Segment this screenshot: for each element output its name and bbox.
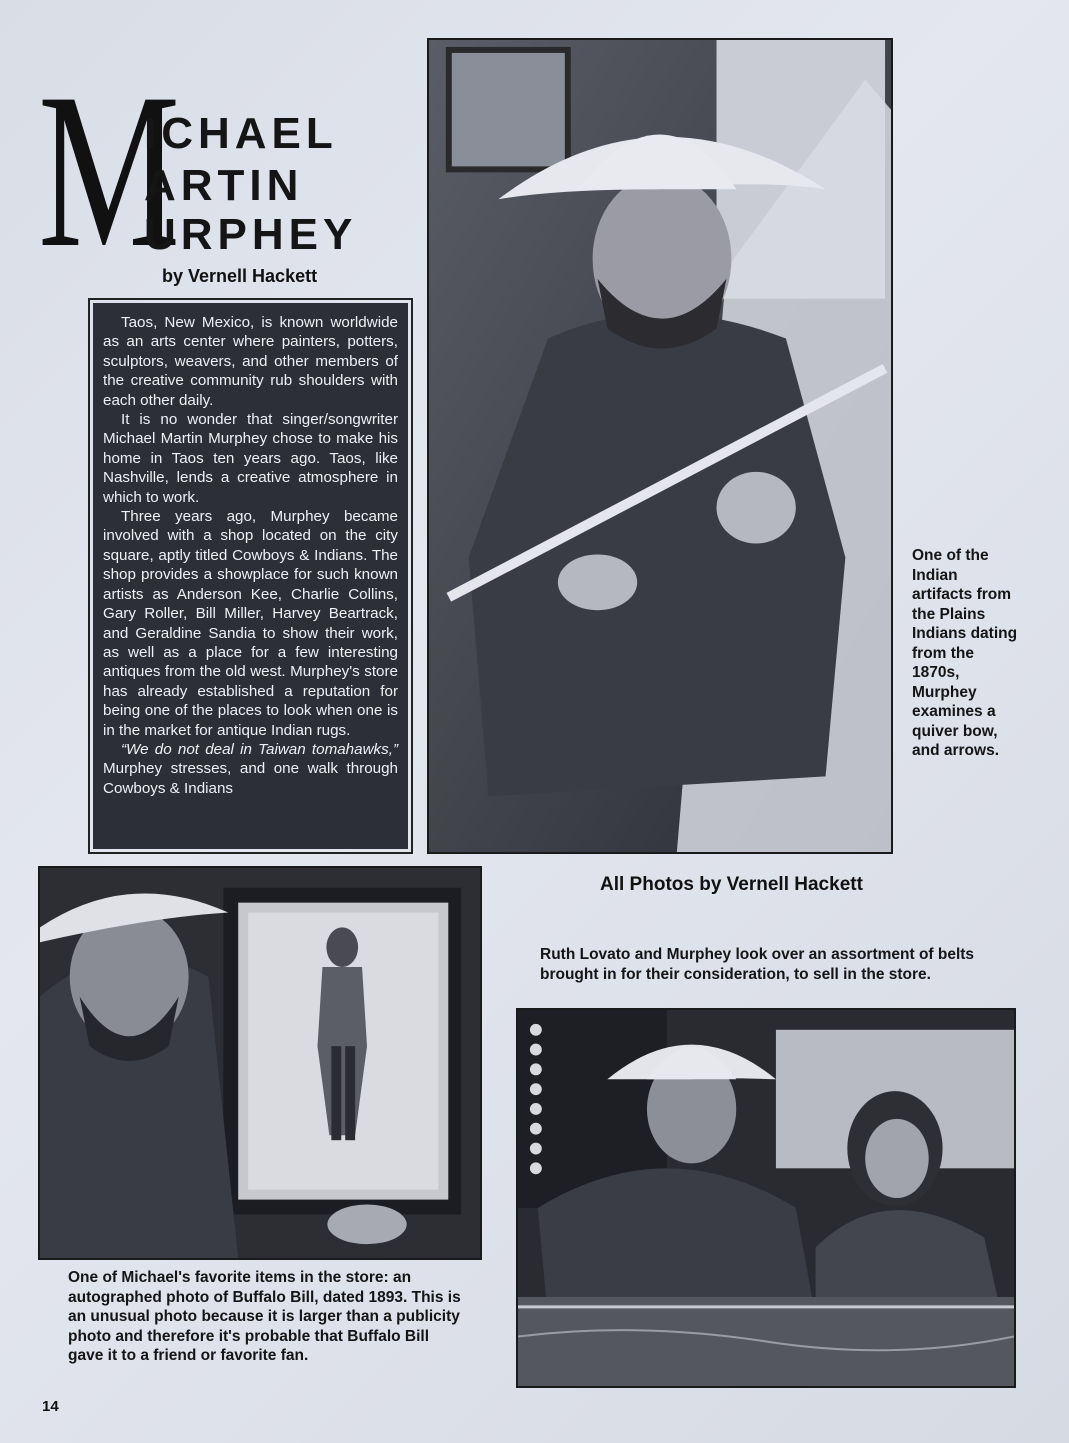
article-paragraph-2: It is no wonder that singer/songwriter Michael Martin Murphey chose to make his home in Taos ten years ago. Taos, like Nashville, lends a creative atmosphere in which to work. <box>103 411 398 506</box>
title-line-1: ICHAEL <box>144 109 338 158</box>
article-quote: “We do not deal in Taiwan tomahawks,” <box>121 740 398 758</box>
photo-murphey-quiver <box>427 38 893 854</box>
page-number: 14 <box>42 1398 59 1415</box>
photo-credit: All Photos by Vernell Hackett <box>600 874 863 895</box>
article-body <box>93 303 408 849</box>
title-initial: M <box>38 48 181 294</box>
photo-murphey-quiver-image <box>429 40 891 852</box>
title-line-3: URPHEY <box>144 210 358 259</box>
article-paragraph-4 <box>103 740 398 798</box>
caption-photo-2: One of Michael's favorite items in the store: an autographed photo of Buffalo Bill, dated 1893. This is an unusual photo because it is larger than a publicity photo and therefore it's probable that Buffalo Bill gave it to a friend or favorite fan. <box>68 1269 461 1364</box>
photo-ruth-lovato-murphey <box>516 1008 1016 1388</box>
photo-buffalo-bill-image <box>40 868 480 1258</box>
photo-buffalo-bill <box>38 866 482 1260</box>
byline: by Vernell Hackett <box>162 266 318 286</box>
article-paragraph-1: Taos, New Mexico, is known worldwide as an arts center where painters, potters, sculptors, weavers, and other members of the creative community rub shoulders with each other daily. <box>103 314 398 409</box>
title-line-2: ARTIN <box>144 161 304 210</box>
caption-photo-3: Ruth Lovato and Murphey look over an assortment of belts brought in for their consideration, to sell in the store. <box>540 946 975 983</box>
article-box <box>88 298 413 854</box>
caption-photo-1: One of the Indian artifacts from the Plains Indians dating from the 1870s, Murphey examines a quiver bow, and arrows. <box>912 547 1018 759</box>
photo-ruth-lovato-murphey-image <box>518 1010 1014 1386</box>
article-paragraph-4-rest: Murphey stresses, and one walk through Cowboys & Indians <box>103 760 398 797</box>
article-paragraph-3: Three years ago, Murphey became involved with a shop located on the city square, aptly titled Cowboys & Indians. The shop provides a showplace for such known artists as Anderson Kee, Charlie Collins, Gary Roller, Bill Miller, Harvey Beartrack, and Geraldine Sandia to show their work, as well as a place for a few interesting antiques from the old west. Murphey's store has already established a reputation for being one of the places to look when one is in the market for antique Indian rugs. <box>103 508 398 739</box>
